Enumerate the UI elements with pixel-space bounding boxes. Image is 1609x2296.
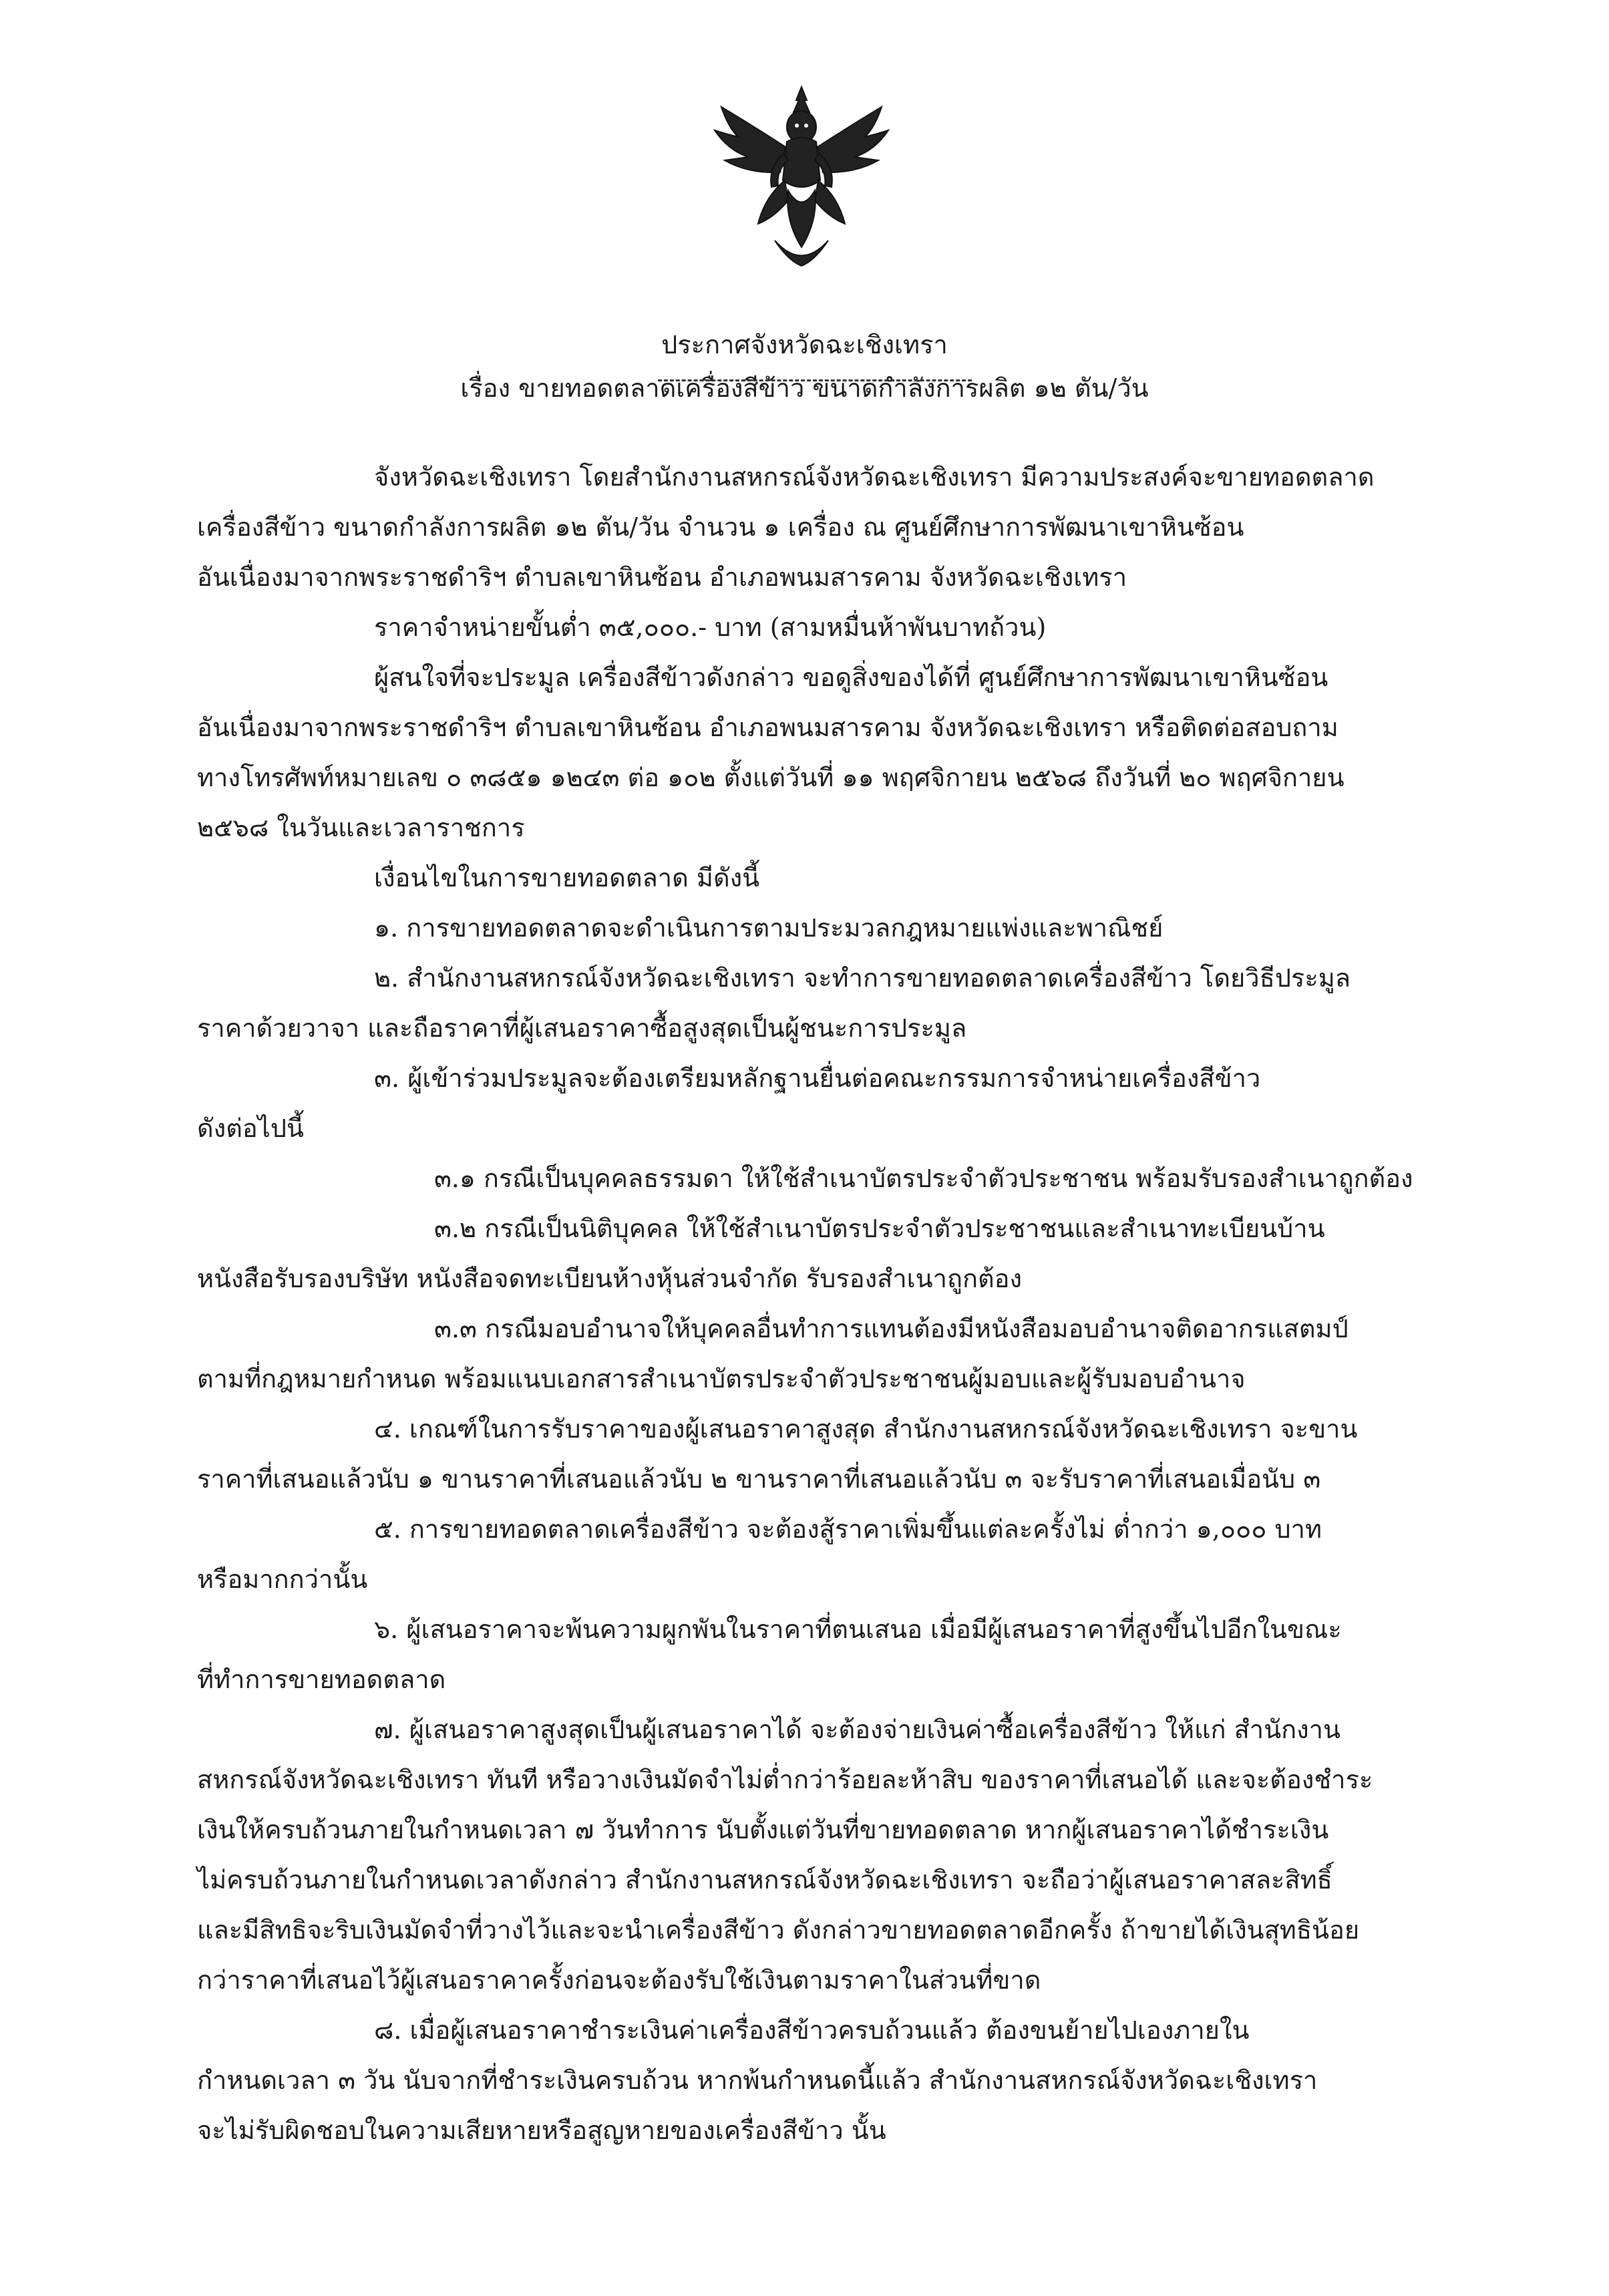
body-line: ดังต่อไปนี้ xyxy=(197,1114,304,1143)
body-line: หรือมากกว่านั้น xyxy=(197,1565,368,1594)
body-line: ที่ทำการขายทอดตลาด xyxy=(197,1665,446,1694)
document-subject: เรื่อง ขายทอดตลาดเครื่องสีข้าว ขนาดกำลังการผลิต ๑๒ ตัน/วัน xyxy=(460,373,1149,403)
body-line: ผู้สนใจที่จะประมูล เครื่องสีข้าวดังกล่าว ขอดูสิ่งของได้ที่ ศูนย์ศึกษาการพัฒนาเขาหินซ้อน xyxy=(374,663,1328,692)
body-line: ทางโทรศัพท์หมายเลข ๐ ๓๘๕๑ ๑๒๔๓ ต่อ ๑๐๒ ตั้งแต่วันที่ ๑๑ พฤศจิกายน ๒๕๖๘ ถึงวันที่ ๒๐ พฤศจิกายน xyxy=(197,763,1345,792)
body-line: เงินให้ครบถ้วนภายในกำหนดเวลา ๗ วันทำการ นับตั้งแต่วันที่ขายทอดตลาด หากผู้เสนอราคาได้ชำระเงิน xyxy=(197,1815,1329,1844)
body-line: ๑. การขายทอดตลาดจะดำเนินการตามประมวลกฎหมายแพ่งและพาณิชย์ xyxy=(374,913,1164,943)
body-line: ๓.๑ กรณีเป็นบุคคลธรรมดา ให้ใช้สำเนาบัตรประจำตัวประชาชน พร้อมรับรองสำเนาถูกต้อง xyxy=(434,1164,1413,1193)
title-divider xyxy=(658,379,972,381)
body-line: ราคาด้วยวาจา และถือราคาที่ผู้เสนอราคาซื้อสูงสุดเป็นผู้ชนะการประมูล xyxy=(197,1013,967,1043)
body-line: อันเนื่องมาจากพระราชดำริฯ ตำบลเขาหินซ้อน อำเภอพนมสารคาม จังหวัดฉะเชิงเทรา xyxy=(197,562,1127,592)
body-line: จังหวัดฉะเชิงเทรา โดยสำนักงานสหกรณ์จังหวัดฉะเชิงเทรา มีความประสงค์จะขายทอดตลาด xyxy=(374,462,1375,492)
body-line: จะไม่รับผิดชอบในความเสียหายหรือสูญหายของเครื่องสีข้าว นั้น xyxy=(197,2116,886,2145)
body-line: ๕. การขายทอดตลาดเครื่องสีข้าว จะต้องสู้ราคาเพิ่มขึ้นแต่ละครั้งไม่ ต่ำกว่า ๑,๐๐๐ บาท xyxy=(374,1514,1322,1544)
body-line: ๖. ผู้เสนอราคาจะพ้นความผูกพันในราคาที่ตนเสนอ เมื่อมีผู้เสนอราคาที่สูงขึ้นไปอีกในขณะ xyxy=(374,1615,1342,1644)
body-line: ๔. เกณฑ์ในการรับราคาของผู้เสนอราคาสูงสุด สำนักงานสหกรณ์จังหวัดฉะเชิงเทรา จะขาน xyxy=(374,1414,1358,1444)
body-line: ๗. ผู้เสนอราคาสูงสุดเป็นผู้เสนอราคาได้ จะต้องจ่ายเงินค่าซื้อเครื่องสีข้าว ให้แก่ สำนักงาน xyxy=(374,1715,1340,1744)
body-line: และมีสิทธิจะริบเงินมัดจำที่วางไว้และจะนำเครื่องสีข้าว ดังกล่าวขายทอดตลาดอีกครั้ง ถ้าขายได้เงินสุทธิน้อย xyxy=(197,1915,1360,1945)
body-line: ตามที่กฎหมายกำหนด พร้อมแนบเอกสารสำเนาบัตรประจำตัวประชาชนผู้มอบและผู้รับมอบอำนาจ xyxy=(197,1364,1246,1393)
body-line: สหกรณ์จังหวัดฉะเชิงเทรา ทันที หรือวางเงินมัดจำไม่ต่ำกว่าร้อยละห้าสิบ ของราคาที่เสนอได้ และจะต้องชำระ xyxy=(197,1765,1373,1794)
body-line: กำหนดเวลา ๓ วัน นับจากที่ชำระเงินครบถ้วน หากพ้นกำหนดนี้แล้ว สำนักงานสหกรณ์จังหวัดฉะเชิงเทรา xyxy=(197,2066,1318,2095)
garuda-emblem-icon xyxy=(701,80,902,281)
body-line: ๓. ผู้เข้าร่วมประมูลจะต้องเตรียมหลักฐานยื่นต่อคณะกรรมการจำหน่ายเครื่องสีข้าว xyxy=(374,1063,1261,1093)
body-line: ๓.๒ กรณีเป็นนิติบุคคล ให้ใช้สำเนาบัตรประจำตัวประชาชนและสำเนาทะเบียนบ้าน xyxy=(434,1214,1325,1243)
body-line: กว่าราคาที่เสนอไว้ผู้เสนอราคาครั้งก่อนจะต้องรับใช้เงินตามราคาในส่วนที่ขาด xyxy=(197,1965,1041,1995)
body-line: ราคาจำหน่ายขั้นต่ำ ๓๕,๐๐๐.- บาท (สามหมื่นห้าพันบาทถ้วน) xyxy=(374,613,1047,642)
body-line: ๓.๓ กรณีมอบอำนาจให้บุคคลอื่นทำการแทนต้องมีหนังสือมอบอำนาจติดอากรแสตมป์ xyxy=(434,1314,1349,1343)
body-line: หนังสือรับรองบริษัท หนังสือจดทะเบียนห้างหุ้นส่วนจำกัด รับรองสำเนาถูกต้อง xyxy=(197,1264,1023,1293)
body-line: เงื่อนไขในการขายทอดตลาด มีดังนี้ xyxy=(374,863,760,892)
body-line: เครื่องสีข้าว ขนาดกำลังการผลิต ๑๒ ตัน/วัน จำนวน ๑ เครื่อง ณ ศูนย์ศึกษาการพัฒนาเขาหินซ้อน xyxy=(197,512,1244,542)
body-line: ๘. เมื่อผู้เสนอราคาชำระเงินค่าเครื่องสีข้าวครบถ้วนแล้ว ต้องขนย้ายไปเองภายใน xyxy=(374,2015,1250,2045)
body-line: ไม่ครบถ้วนภายในกำหนดเวลาดังกล่าว สำนักงานสหกรณ์จังหวัดฉะเชิงเทรา จะถือว่าผู้เสนอราคาสละสิทธิ์ xyxy=(197,1865,1332,1895)
body-line: ๒๕๖๘ ในวันและเวลาราชการ xyxy=(197,813,525,842)
body-line: อันเนื่องมาจากพระราชดำริฯ ตำบลเขาหินซ้อน อำเภอพนมสารคาม จังหวัดฉะเชิงเทรา หรือติดต่อสอบถาม xyxy=(197,713,1338,742)
body-line: ๒. สำนักงานสหกรณ์จังหวัดฉะเชิงเทรา จะทำการขายทอดตลาดเครื่องสีข้าว โดยวิธีประมูล xyxy=(374,963,1351,993)
document-title: ประกาศจังหวัดฉะเชิงเทรา xyxy=(661,330,948,359)
body-line: ราคาที่เสนอแล้วนับ ๑ ขานราคาที่เสนอแล้วนับ ๒ ขานราคาที่เสนอแล้วนับ ๓ จะรับราคาที่เสนอเมื่อนับ ๓ xyxy=(197,1464,1321,1494)
